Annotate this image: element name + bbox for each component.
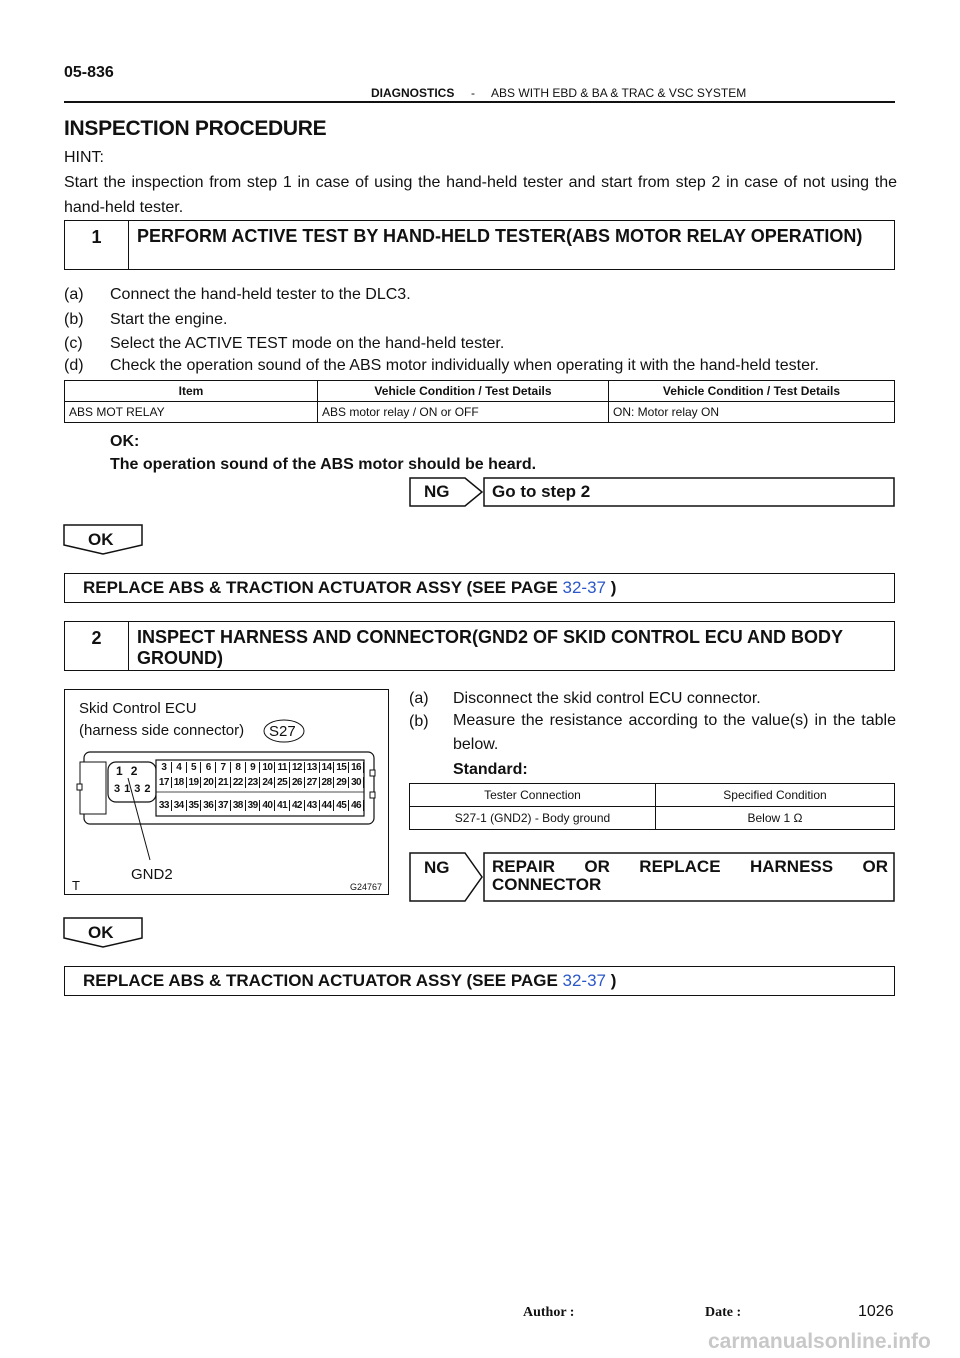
- replace-box-2: [64, 966, 895, 996]
- table-cell: ABS MOT RELAY: [65, 402, 318, 423]
- item-text: Start the engine.: [110, 311, 228, 328]
- section-separator: -: [471, 86, 476, 100]
- figure-caption-1: Skid Control ECU: [79, 700, 197, 717]
- pin-label: 43: [305, 800, 320, 811]
- standard-label: Standard:: [453, 761, 528, 778]
- pin-label: 30: [349, 777, 364, 788]
- pins-left-bottom: [114, 783, 155, 795]
- table-header: Item: [65, 381, 318, 402]
- item-label: (c): [64, 335, 83, 352]
- item-text: Select the ACTIVE TEST mode on the hand-held tester.: [110, 335, 505, 352]
- item-text: Check the operation sound of the ABS motor individually when operating it with the hand-held tester.: [110, 357, 819, 374]
- table-header: Tester Connection: [410, 784, 656, 807]
- pin-label: 28: [320, 777, 335, 788]
- table-header: Specified Condition: [656, 784, 895, 807]
- pin-label: 39: [246, 800, 261, 811]
- pin-label: 11: [275, 762, 290, 773]
- pin-label: 17: [157, 777, 172, 788]
- pin-label: 36: [201, 800, 216, 811]
- table-row: [65, 402, 895, 423]
- pin-label: 9: [246, 762, 261, 773]
- author-label: Author :: [523, 1305, 575, 1320]
- figure-corner-mark: T: [72, 878, 80, 893]
- pin-label: 7: [216, 762, 231, 773]
- section-subtitle: ABS WITH EBD & BA & TRAC & VSC SYSTEM: [491, 86, 747, 100]
- replace-text: REPLACE ABS & TRACTION ACTUATOR ASSY (SEE PAGE: [83, 971, 558, 990]
- step2-box: [64, 621, 895, 671]
- page-link[interactable]: 32-37: [562, 971, 606, 990]
- pin-label: 14: [320, 762, 335, 773]
- hint-text: Start the inspection from step 1 in case of using the hand-held tester and start from step 2 in case of not using the hand-held tester.: [64, 174, 897, 216]
- table-header: Vehicle Condition / Test Details: [318, 381, 609, 402]
- figure-caption-2: (harness side connector): [79, 722, 245, 739]
- step2-number: 2: [65, 622, 129, 670]
- resistance-table: [409, 783, 895, 830]
- ok-tab-label: OK: [88, 530, 114, 549]
- step2-item-b: [409, 709, 896, 757]
- table-row: [410, 807, 895, 830]
- pin-label: 38: [231, 800, 246, 811]
- pin-label: 10: [260, 762, 275, 773]
- ok-label: OK:: [110, 433, 140, 450]
- pin-label: 27: [305, 777, 320, 788]
- pin-row-1: [157, 762, 364, 773]
- pin-label: 21: [216, 777, 231, 788]
- header-rule: [64, 101, 895, 103]
- pin-label: 19: [187, 777, 202, 788]
- pin-callout-label: GND2: [131, 866, 173, 883]
- pin-label: 29: [334, 777, 349, 788]
- replace-close: ): [610, 971, 617, 990]
- pin-label: 2: [130, 764, 146, 778]
- step2-item-a: [409, 686, 896, 711]
- ng-action: REPAIR OR REPLACE HARNESS OR CONNECTOR: [492, 857, 888, 894]
- replace-text: REPLACE ABS & TRACTION ACTUATOR ASSY (SEE PAGE: [83, 578, 558, 597]
- pin-label: 4: [172, 762, 187, 773]
- table-cell: S27-1 (GND2) - Body ground: [410, 807, 656, 830]
- table-header-row: [65, 381, 895, 402]
- step1-box: [64, 220, 895, 270]
- figure-id: G24767: [350, 882, 383, 892]
- item-label: (a): [64, 286, 84, 303]
- ng-arrow-step1: [409, 477, 896, 507]
- item-label: (b): [409, 713, 429, 730]
- pin-label: 23: [246, 777, 261, 788]
- ng-label: NG: [424, 858, 450, 877]
- pin-label: 42: [290, 800, 305, 811]
- page-number: 1026: [858, 1303, 894, 1320]
- pin-label: 6: [201, 762, 216, 773]
- watermark: carmanualsonline.info: [708, 1330, 931, 1353]
- step1-item-a: [64, 286, 904, 304]
- item-label: (b): [64, 311, 84, 328]
- replace-close: ): [610, 578, 617, 597]
- table-header: Vehicle Condition / Test Details: [609, 381, 895, 402]
- item-label: (a): [409, 690, 429, 707]
- section-title: DIAGNOSTICS: [371, 86, 455, 100]
- pin-label: 8: [231, 762, 246, 773]
- pin-label: 26: [290, 777, 305, 788]
- pins-left-top: [116, 764, 145, 778]
- ng-label: NG: [424, 482, 450, 501]
- connector-id: S27: [269, 723, 296, 740]
- table-header-row: [410, 784, 895, 807]
- hint-label: HINT:: [64, 149, 104, 166]
- pin-label: 32: [134, 783, 155, 795]
- pin-label: 34: [172, 800, 187, 811]
- pin-label: 31: [114, 783, 135, 795]
- page-code: 05-836: [64, 64, 114, 81]
- pin-label: 44: [320, 800, 335, 811]
- pin-label: 37: [216, 800, 231, 811]
- pin-label: 15: [334, 762, 349, 773]
- table-cell: Below 1 Ω: [656, 807, 895, 830]
- item-label: (d): [64, 357, 84, 374]
- pin-label: 22: [231, 777, 246, 788]
- step1-number: 1: [65, 221, 129, 269]
- active-test-table: [64, 380, 895, 423]
- pin-label: 46: [349, 800, 364, 811]
- pin-row-2: [157, 777, 364, 788]
- step1-item-d: [64, 357, 904, 375]
- ng-action: Go to step 2: [492, 482, 591, 501]
- pin-label: 16: [349, 762, 364, 773]
- page-link[interactable]: 32-37: [562, 578, 606, 597]
- pin-label: 24: [260, 777, 275, 788]
- step1-title: PERFORM ACTIVE TEST BY HAND-HELD TESTER(ABS MOTOR RELAY OPERATION): [137, 226, 863, 246]
- pin-label: 33: [157, 800, 172, 811]
- pin-label: 25: [275, 777, 290, 788]
- ok-criteria: The operation sound of the ABS motor should be heard.: [110, 456, 537, 473]
- step1-item-c: [64, 335, 904, 353]
- step1-item-b: [64, 311, 904, 329]
- table-cell: ON: Motor relay ON: [609, 402, 895, 423]
- pin-label: 1: [116, 764, 131, 778]
- pin-label: 40: [260, 800, 275, 811]
- pin-label: 3: [157, 762, 172, 773]
- pin-row-3: [157, 800, 364, 811]
- page-title: INSPECTION PROCEDURE: [64, 117, 327, 140]
- date-label: Date :: [705, 1305, 742, 1320]
- pin-label: 18: [172, 777, 187, 788]
- pin-label: 35: [187, 800, 202, 811]
- item-text: Measure the resistance according to the value(s) in the table below.: [453, 712, 896, 753]
- item-text: Connect the hand-held tester to the DLC3.: [110, 286, 411, 303]
- pin-label: 12: [290, 762, 305, 773]
- pin-label: 5: [187, 762, 202, 773]
- table-cell: ABS motor relay / ON or OFF: [318, 402, 609, 423]
- section-header: [371, 86, 746, 100]
- replace-box-1: [64, 573, 895, 603]
- pin-label: 41: [275, 800, 290, 811]
- pin-label: 13: [305, 762, 320, 773]
- step2-title: INSPECT HARNESS AND CONNECTOR(GND2 OF SKID CONTROL ECU AND BODY GROUND): [137, 627, 843, 668]
- pin-label: 20: [201, 777, 216, 788]
- ok-tab-label: OK: [88, 923, 114, 942]
- item-text: Disconnect the skid control ECU connector.: [453, 690, 761, 707]
- pin-label: 45: [334, 800, 349, 811]
